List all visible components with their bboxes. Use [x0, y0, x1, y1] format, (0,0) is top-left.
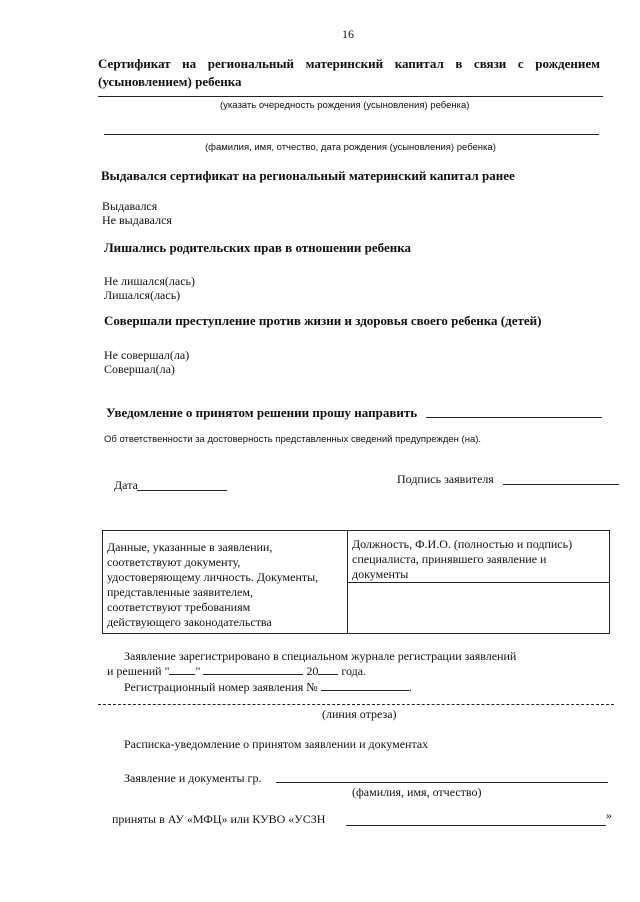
registration-year-blank[interactable] [318, 673, 338, 675]
registration-number-blank[interactable] [321, 689, 409, 691]
registration-line2 [107, 664, 366, 679]
issued-option-yes[interactable]: Выдавался [102, 199, 158, 213]
crime-option-yes[interactable]: Совершал(ла) [104, 362, 175, 376]
verification-left-line: соответствуют документу, [107, 555, 241, 569]
page-number: 16 [342, 27, 354, 41]
signature-label: Подпись заявителя [397, 472, 494, 486]
rights-heading: Лишались родительских прав в отношении ребенка [104, 240, 412, 255]
verification-right-line: специалиста, принявшего заявление и [352, 552, 547, 566]
issued-option-no[interactable]: Не выдавался [102, 213, 172, 227]
notification-label: Уведомление о принятом решении прошу направить [106, 405, 418, 420]
certificate-order-hint: (указать очередность рождения (усыновления) ребенка) [220, 100, 470, 111]
registration-year-suffix: года. [341, 664, 367, 678]
registration-number-row [124, 680, 412, 695]
receipt-name-hint: (фамилия, имя, отчество) [352, 785, 482, 799]
issued-heading: Выдавался сертификат на региональный материнский капитал ранее [101, 168, 515, 183]
certificate-name-line[interactable] [104, 134, 599, 135]
receipt-title: Расписка-уведомление о принятом заявлении и документах [124, 737, 429, 751]
registration-quote: " [195, 664, 201, 678]
registration-year-prefix: 20 [306, 664, 319, 678]
crime-heading: Совершали преступление против жизни и здоровья своего ребенка (детей) [104, 313, 542, 328]
cut-line [98, 704, 614, 705]
verification-right-line: документы [352, 567, 409, 581]
responsibility-note: Об ответственности за достоверность представленных сведений предупрежден (на). [104, 434, 482, 445]
verification-right-line: Должность, Ф.И.О. (полностью и подпись) [352, 537, 573, 551]
certificate-order-line[interactable] [98, 96, 603, 97]
rights-option-no[interactable]: Не лишался(лась) [104, 274, 196, 288]
verification-left-line: удостоверяющему личность. Документы, [107, 570, 319, 584]
certificate-title-line1: Сертификат на региональный материнский капитал в связи с рождением [98, 56, 600, 71]
verification-right-cell [348, 531, 610, 583]
registration-month-blank[interactable] [203, 673, 303, 675]
verification-left-line: Данные, указанные в заявлении, [107, 540, 273, 554]
certificate-title-line2: (усыновлением) ребенка [98, 74, 242, 89]
signature-line[interactable] [503, 484, 619, 485]
cut-line-label: (линия отреза) [322, 707, 397, 721]
verification-left-cell [103, 531, 348, 634]
verification-left-line: представленные заявителем, [107, 585, 253, 599]
crime-option-no[interactable]: Не совершал(ла) [104, 348, 190, 362]
verification-box [102, 530, 610, 634]
registration-day-blank[interactable] [169, 673, 195, 675]
receipt-accepted-close: » [606, 808, 612, 822]
receipt-name-line[interactable] [276, 782, 608, 783]
registration-number-label: Регистрационный номер заявления № [124, 680, 318, 694]
registration-number-dot: . [408, 680, 412, 694]
registration-prefix: и решений " [107, 664, 170, 678]
date-label: Дата [114, 478, 138, 492]
certificate-name-hint: (фамилия, имя, отчество, дата рождения (усыновления) ребенка) [205, 142, 496, 153]
receipt-accepted-label: приняты в АУ «МФЦ» или КУВО «УСЗН [112, 812, 326, 826]
registration-line1: Заявление зарегистрировано в специальном журнале регистрации заявлений [124, 649, 517, 663]
date-line[interactable] [137, 490, 227, 491]
receipt-accepted-line[interactable] [346, 825, 606, 826]
rights-option-yes[interactable]: Лишался(лась) [104, 288, 181, 302]
verification-left-line: действующего законодательства [107, 615, 272, 629]
notification-line[interactable] [426, 417, 602, 418]
specialist-signature-cell[interactable] [348, 583, 610, 634]
verification-left-line: соответствуют требованиям [107, 600, 251, 614]
receipt-docs-label: Заявление и документы гр. [124, 771, 262, 785]
